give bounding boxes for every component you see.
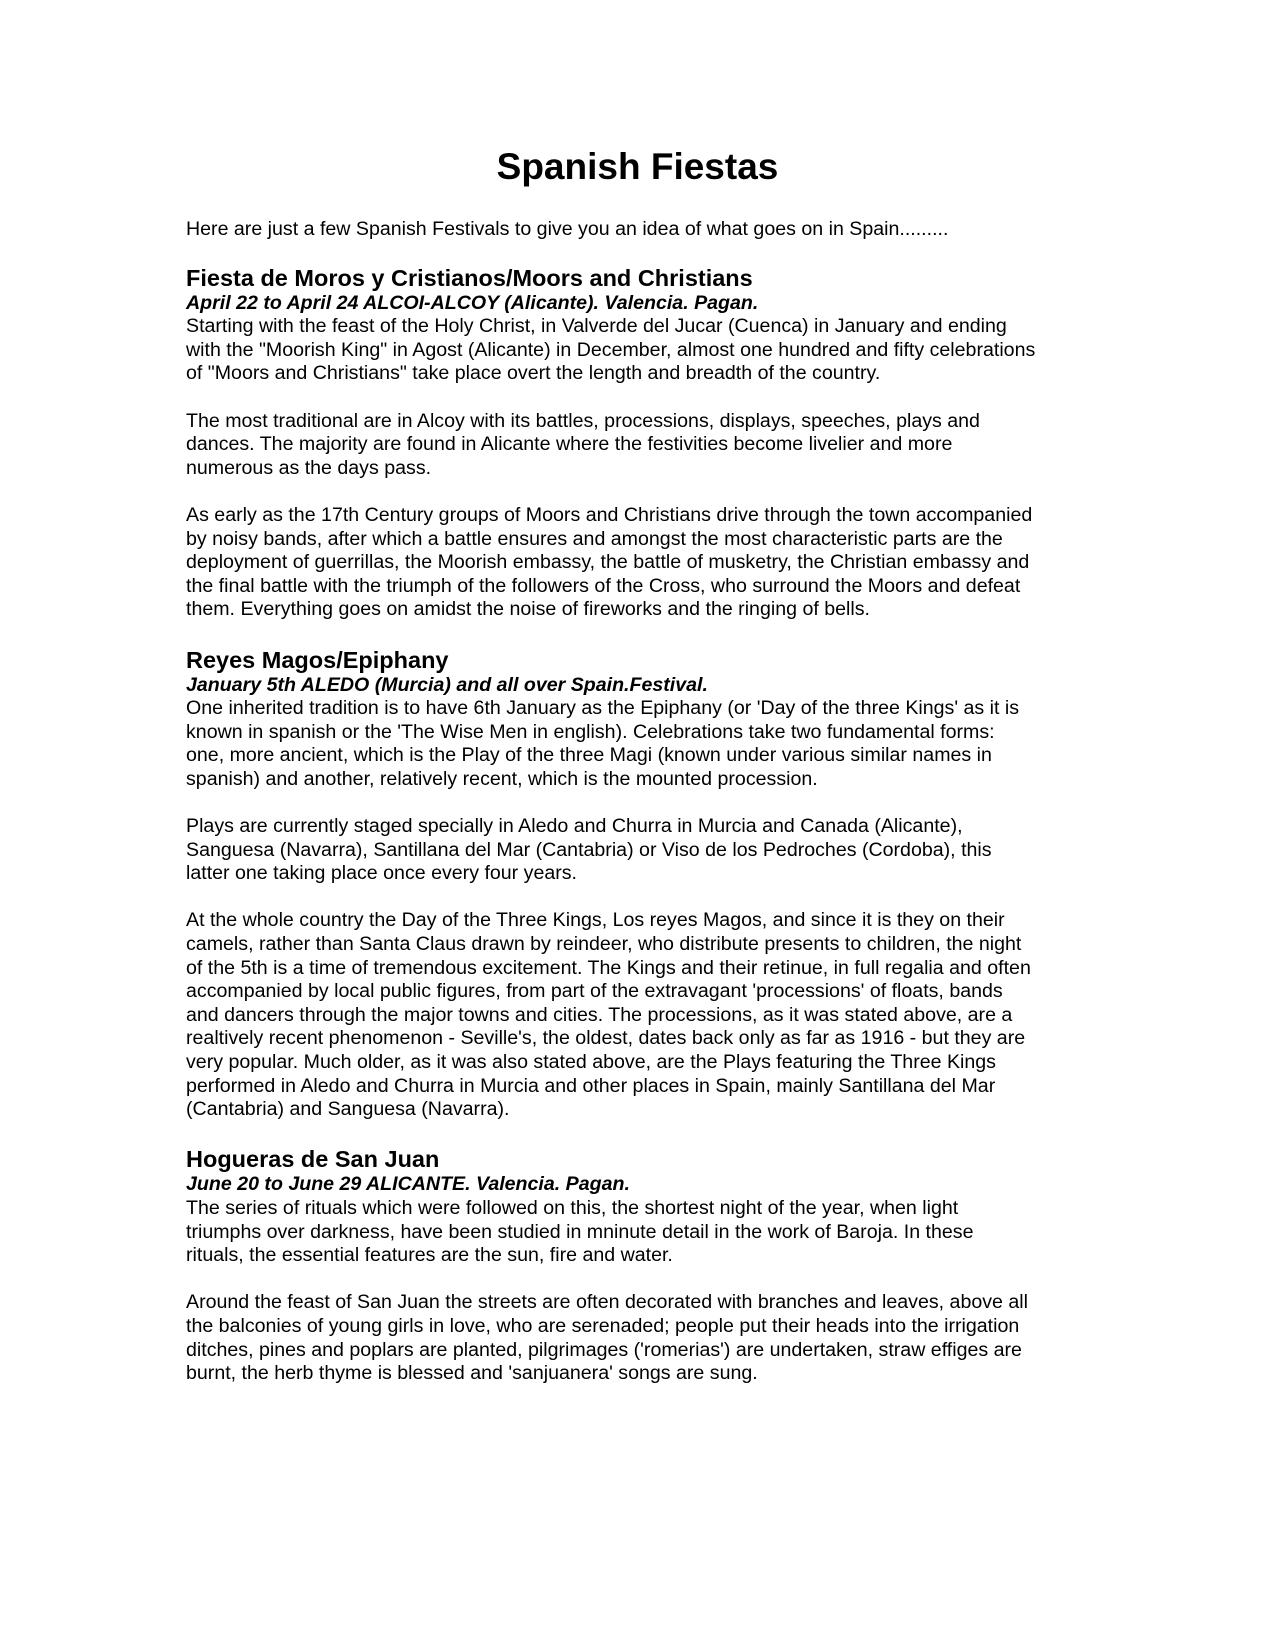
body-paragraph [186, 697, 1086, 791]
paragraph-line: with the "Moorish King" in Agost (Alicante) in December, almost one hundred and fifty celebrations [186, 338, 1036, 361]
paragraph-line: triumphs over darkness, have been studied in mninute detail in the work of Baroja. In these [186, 1220, 974, 1243]
paragraph-line: spanish) and another, relatively recent, which is the mounted procession. [186, 767, 818, 790]
section-heading: Fiesta de Moros y Cristianos/Moors and Christians [186, 264, 753, 291]
paragraph-line: (Cantabria) and Sanguesa (Navarra). [186, 1098, 510, 1121]
paragraph-line: rituals, the essential features are the sun, fire and water. [186, 1244, 673, 1267]
body-paragraph [186, 410, 1086, 481]
paragraph-line: ditches, pines and poplars are planted, pilgrimages ('romerias') are undertaken, straw effiges are [186, 1338, 1022, 1361]
paragraph-line: accompanied by local public figures, from part of the extravagant 'processions' of floats, bands [186, 980, 1003, 1003]
paragraph-line: latter one taking place once every four years. [186, 862, 578, 885]
paragraph-line: Around the feast of San Juan the streets are often decorated with branches and leaves, above all [186, 1291, 1028, 1314]
paragraph-line: Starting with the feast of the Holy Christ, in Valverde del Jucar (Cuenca) in January and ending [186, 315, 1007, 338]
paragraph-line: very popular. Much older, as it was also stated above, are the Plays featuring the Three Kings [186, 1051, 996, 1073]
paragraph-line: numerous as the days pass. [186, 456, 432, 479]
festival-section [186, 646, 1086, 1122]
sections-container [186, 264, 1086, 1386]
section-heading: Reyes Magos/Epiphany [186, 646, 449, 673]
paragraph-line: As early as the 17th Century groups of Moors and Christians drive through the town accompanied [186, 503, 1033, 526]
section-date-location: April 22 to April 24 ALCOI-ALCOY (Alicante). Valencia. Pagan. [186, 291, 759, 314]
paragraph-line: performed in Aledo and Churra in Murcia and other places in Spain, mainly Santillana del Mar [186, 1074, 996, 1097]
paragraph-line: The series of rituals which were followed on this, the shortest night of the year, when light [186, 1196, 959, 1219]
paragraph-line: realtively recent phenomenon - Seville's, the oldest, dates back only as far as 1916 - but they are [186, 1027, 1026, 1050]
intro-text: Here are just a few Spanish Festivals to give you an idea of what goes on in Spain......... [186, 218, 949, 240]
paragraph-line: dances. The majority are found in Alicante where the festivities become livelier and more [186, 433, 953, 456]
paragraph-line: camels, rather than Santa Claus drawn by reindeer, who distribute presents to children, the night [186, 933, 1022, 956]
page-title: Spanish Fiestas [496, 146, 779, 187]
section-heading: Hogueras de San Juan [186, 1146, 440, 1173]
body-paragraph [186, 815, 1086, 886]
paragraph-line: the final battle with the triumph of the followers of the Cross, who surround the Moors and defeat [186, 574, 1021, 597]
body-paragraph [186, 909, 1086, 1121]
paragraph-line: At the whole country the Day of the Three Kings, Los reyes Magos, and since it is they on their [186, 909, 1005, 932]
paragraph-line: of the 5th is a time of tremendous excitement. The Kings and their retinue, in full regalia and often [186, 956, 1031, 979]
paragraph-line: them. Everything goes on amidst the noise of fireworks and the ringing of bells. [186, 598, 870, 621]
paragraph-line: of "Moors and Christians" take place overt the length and breadth of the country. [186, 362, 881, 385]
paragraph-line: Sanguesa (Navarra), Santillana del Mar (Cantabria) or Viso de los Pedroches (Cordoba), this [186, 838, 992, 861]
paragraph-line: the balconies of young girls in love, who are serenaded; people put their heads into the irrigation [186, 1314, 1020, 1337]
festival-section [186, 264, 1086, 622]
paragraph-line: by noisy bands, after which a battle ensures and amongst the most characteristic parts are the [186, 527, 1003, 550]
paragraph-line: burnt, the herb thyme is blessed and 'sanjuanera' songs are sung. [186, 1362, 758, 1385]
body-paragraph [186, 315, 1086, 386]
festival-section [186, 1145, 1086, 1385]
paragraph-line: one, more ancient, which is the Play of the three Magi (known under various similar names in [186, 744, 992, 767]
paragraph-line: The most traditional are in Alcoy with its battles, processions, displays, speeches, plays and [186, 409, 980, 432]
paragraph-line: deployment of guerrillas, the Moorish embassy, the battle of musketry, the Christian embassy and [186, 551, 1030, 574]
section-date-location: June 20 to June 29 ALICANTE. Valencia. Pagan. [186, 1173, 630, 1196]
body-paragraph [186, 504, 1086, 622]
section-date-location: January 5th ALEDO (Murcia) and all over Spain.Festival. [186, 673, 708, 696]
paragraph-line: and dancers through the major towns and cities. The processions, as it was stated above, are a [186, 1003, 1013, 1026]
document-body [186, 218, 1086, 1409]
paragraph-line: One inherited tradition is to have 6th January as the Epiphany (or 'Day of the three Kings' as it is [186, 697, 1020, 720]
paragraph-line: Plays are currently staged specially in Aledo and Churra in Murcia and Canada (Alicante), [186, 815, 963, 838]
body-paragraph [186, 1197, 1086, 1268]
body-paragraph [186, 1291, 1086, 1385]
paragraph-line: known in spanish or the 'The Wise Men in english). Celebrations take two fundamental forms: [186, 720, 995, 743]
